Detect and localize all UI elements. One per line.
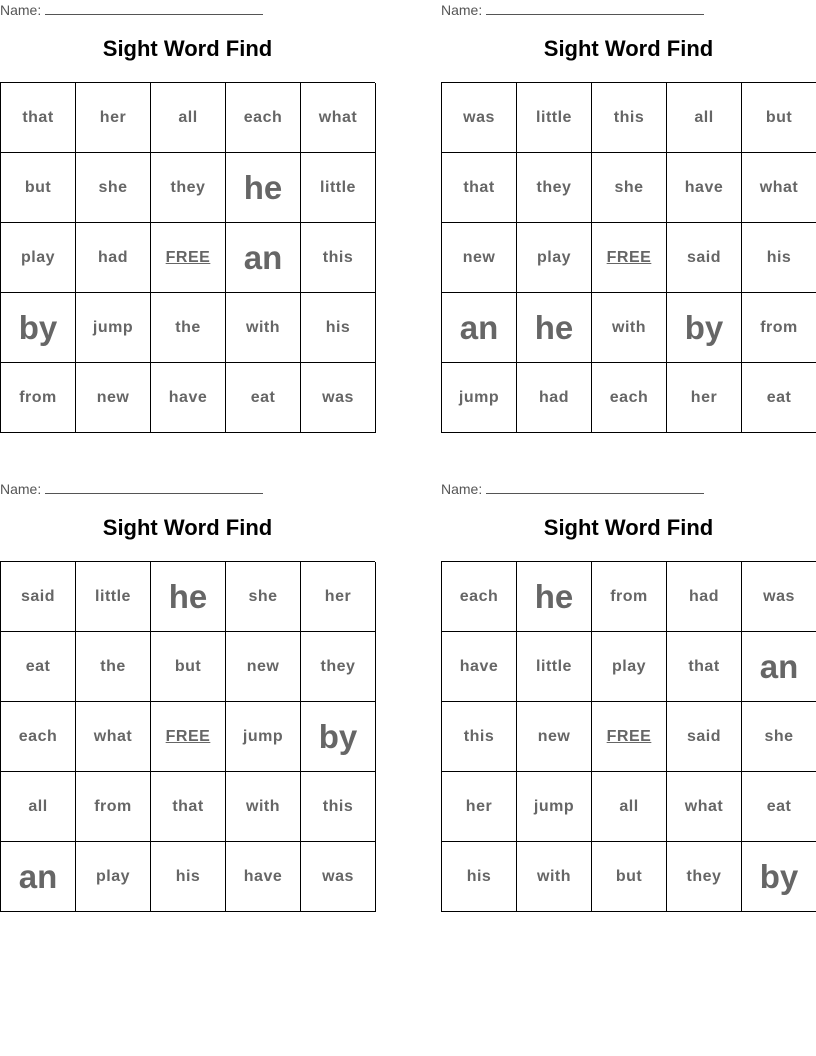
word-cell[interactable]: he [517, 293, 592, 363]
word-cell[interactable]: was [442, 83, 517, 153]
word-cell[interactable]: play [517, 223, 592, 293]
word-cell[interactable]: her [442, 772, 517, 842]
word-cell[interactable]: what [667, 772, 742, 842]
word-cell[interactable]: had [76, 223, 151, 293]
word-cell[interactable]: his [742, 223, 816, 293]
word-cell[interactable]: what [742, 153, 816, 223]
word-cell[interactable]: said [667, 223, 742, 293]
word-cell[interactable]: little [301, 153, 376, 223]
word-cell[interactable]: but [742, 83, 816, 153]
word-cell[interactable]: with [592, 293, 667, 363]
word-cell[interactable]: play [76, 842, 151, 912]
word-cell[interactable]: what [301, 83, 376, 153]
word-cell[interactable]: she [76, 153, 151, 223]
name-blank[interactable] [45, 0, 263, 15]
word-cell[interactable]: but [151, 632, 226, 702]
word-cell[interactable]: this [301, 223, 376, 293]
word-grid [0, 82, 375, 433]
card-title: Sight Word Find [102, 515, 273, 540]
word-cell[interactable]: he [151, 562, 226, 632]
word-cell[interactable]: from [742, 293, 816, 363]
card-title: Sight Word Find [543, 515, 714, 540]
word-cell[interactable]: said [1, 562, 76, 632]
word-cell[interactable]: she [742, 702, 816, 772]
word-cell[interactable]: each [1, 702, 76, 772]
bingo-card-3 [0, 479, 375, 912]
word-cell[interactable]: had [517, 363, 592, 433]
word-cell[interactable]: that [667, 632, 742, 702]
word-cell[interactable]: an [226, 223, 301, 293]
word-cell[interactable]: have [667, 153, 742, 223]
word-cell[interactable]: with [226, 772, 301, 842]
free-space[interactable]: FREE [592, 223, 667, 293]
word-cell[interactable]: from [592, 562, 667, 632]
word-cell[interactable]: new [226, 632, 301, 702]
word-cell[interactable]: jump [517, 772, 592, 842]
word-cell[interactable]: that [1, 83, 76, 153]
word-cell[interactable]: they [517, 153, 592, 223]
free-space[interactable]: FREE [151, 223, 226, 293]
word-cell[interactable]: each [592, 363, 667, 433]
word-cell[interactable]: her [301, 562, 376, 632]
word-cell[interactable]: he [226, 153, 301, 223]
word-cell[interactable]: but [1, 153, 76, 223]
word-cell[interactable]: little [76, 562, 151, 632]
word-cell[interactable]: all [667, 83, 742, 153]
word-cell[interactable]: they [667, 842, 742, 912]
name-line [441, 0, 816, 20]
name-line [0, 479, 375, 499]
word-cell[interactable]: all [592, 772, 667, 842]
word-cell[interactable]: was [301, 363, 376, 433]
name-label: Name: [0, 481, 42, 497]
word-grid [441, 82, 816, 433]
word-cell[interactable]: all [151, 83, 226, 153]
bingo-card-4 [441, 479, 816, 912]
name-blank[interactable] [486, 479, 704, 494]
word-cell[interactable]: her [667, 363, 742, 433]
word-cell[interactable]: her [76, 83, 151, 153]
word-cell[interactable]: have [151, 363, 226, 433]
word-cell[interactable]: this [301, 772, 376, 842]
word-cell[interactable]: the [151, 293, 226, 363]
free-space[interactable]: FREE [151, 702, 226, 772]
name-blank[interactable] [45, 479, 263, 494]
word-cell[interactable]: they [151, 153, 226, 223]
word-cell[interactable]: all [1, 772, 76, 842]
word-cell[interactable]: new [517, 702, 592, 772]
name-line [441, 479, 816, 499]
word-cell[interactable]: that [151, 772, 226, 842]
name-line [0, 0, 375, 20]
word-cell[interactable]: from [1, 363, 76, 433]
word-cell[interactable]: eat [1, 632, 76, 702]
word-cell[interactable]: by [1, 293, 76, 363]
card-title: Sight Word Find [102, 36, 273, 61]
word-cell[interactable]: from [76, 772, 151, 842]
word-cell[interactable]: eat [742, 363, 816, 433]
word-cell[interactable]: each [226, 83, 301, 153]
word-cell[interactable]: by [667, 293, 742, 363]
word-cell[interactable]: an [742, 632, 816, 702]
bingo-card-2 [441, 0, 816, 433]
word-cell[interactable]: his [301, 293, 376, 363]
word-cell[interactable]: this [442, 702, 517, 772]
word-cell[interactable]: that [442, 153, 517, 223]
word-cell[interactable]: with [226, 293, 301, 363]
word-cell[interactable]: have [226, 842, 301, 912]
word-cell[interactable]: his [442, 842, 517, 912]
word-cell[interactable]: was [742, 562, 816, 632]
word-cell[interactable]: with [517, 842, 592, 912]
word-cell[interactable]: new [442, 223, 517, 293]
name-label: Name: [441, 2, 483, 18]
word-cell[interactable]: she [226, 562, 301, 632]
word-cell[interactable]: jump [76, 293, 151, 363]
word-cell[interactable]: little [517, 83, 592, 153]
word-cell[interactable]: by [742, 842, 816, 912]
word-cell[interactable]: each [442, 562, 517, 632]
word-cell[interactable]: play [592, 632, 667, 702]
name-blank[interactable] [486, 0, 704, 15]
word-cell[interactable]: she [592, 153, 667, 223]
word-cell[interactable]: an [1, 842, 76, 912]
word-cell[interactable]: what [76, 702, 151, 772]
word-cell[interactable]: eat [226, 363, 301, 433]
free-space[interactable]: FREE [592, 702, 667, 772]
word-cell[interactable]: an [442, 293, 517, 363]
word-cell[interactable]: jump [226, 702, 301, 772]
word-cell[interactable]: have [442, 632, 517, 702]
word-cell[interactable]: was [301, 842, 376, 912]
word-cell[interactable]: had [667, 562, 742, 632]
word-cell[interactable]: they [301, 632, 376, 702]
name-label: Name: [0, 2, 42, 18]
word-cell[interactable]: jump [442, 363, 517, 433]
bingo-card-1 [0, 0, 375, 433]
word-cell[interactable]: his [151, 842, 226, 912]
word-cell[interactable]: play [1, 223, 76, 293]
word-cell[interactable]: he [517, 562, 592, 632]
word-cell[interactable]: the [76, 632, 151, 702]
word-cell[interactable]: but [592, 842, 667, 912]
card-title: Sight Word Find [543, 36, 714, 61]
word-cell[interactable]: new [76, 363, 151, 433]
word-cell[interactable]: said [667, 702, 742, 772]
word-cell[interactable]: eat [742, 772, 816, 842]
word-cell[interactable]: little [517, 632, 592, 702]
word-grid [441, 561, 816, 912]
word-cell[interactable]: by [301, 702, 376, 772]
name-label: Name: [441, 481, 483, 497]
word-grid [0, 561, 375, 912]
word-cell[interactable]: this [592, 83, 667, 153]
